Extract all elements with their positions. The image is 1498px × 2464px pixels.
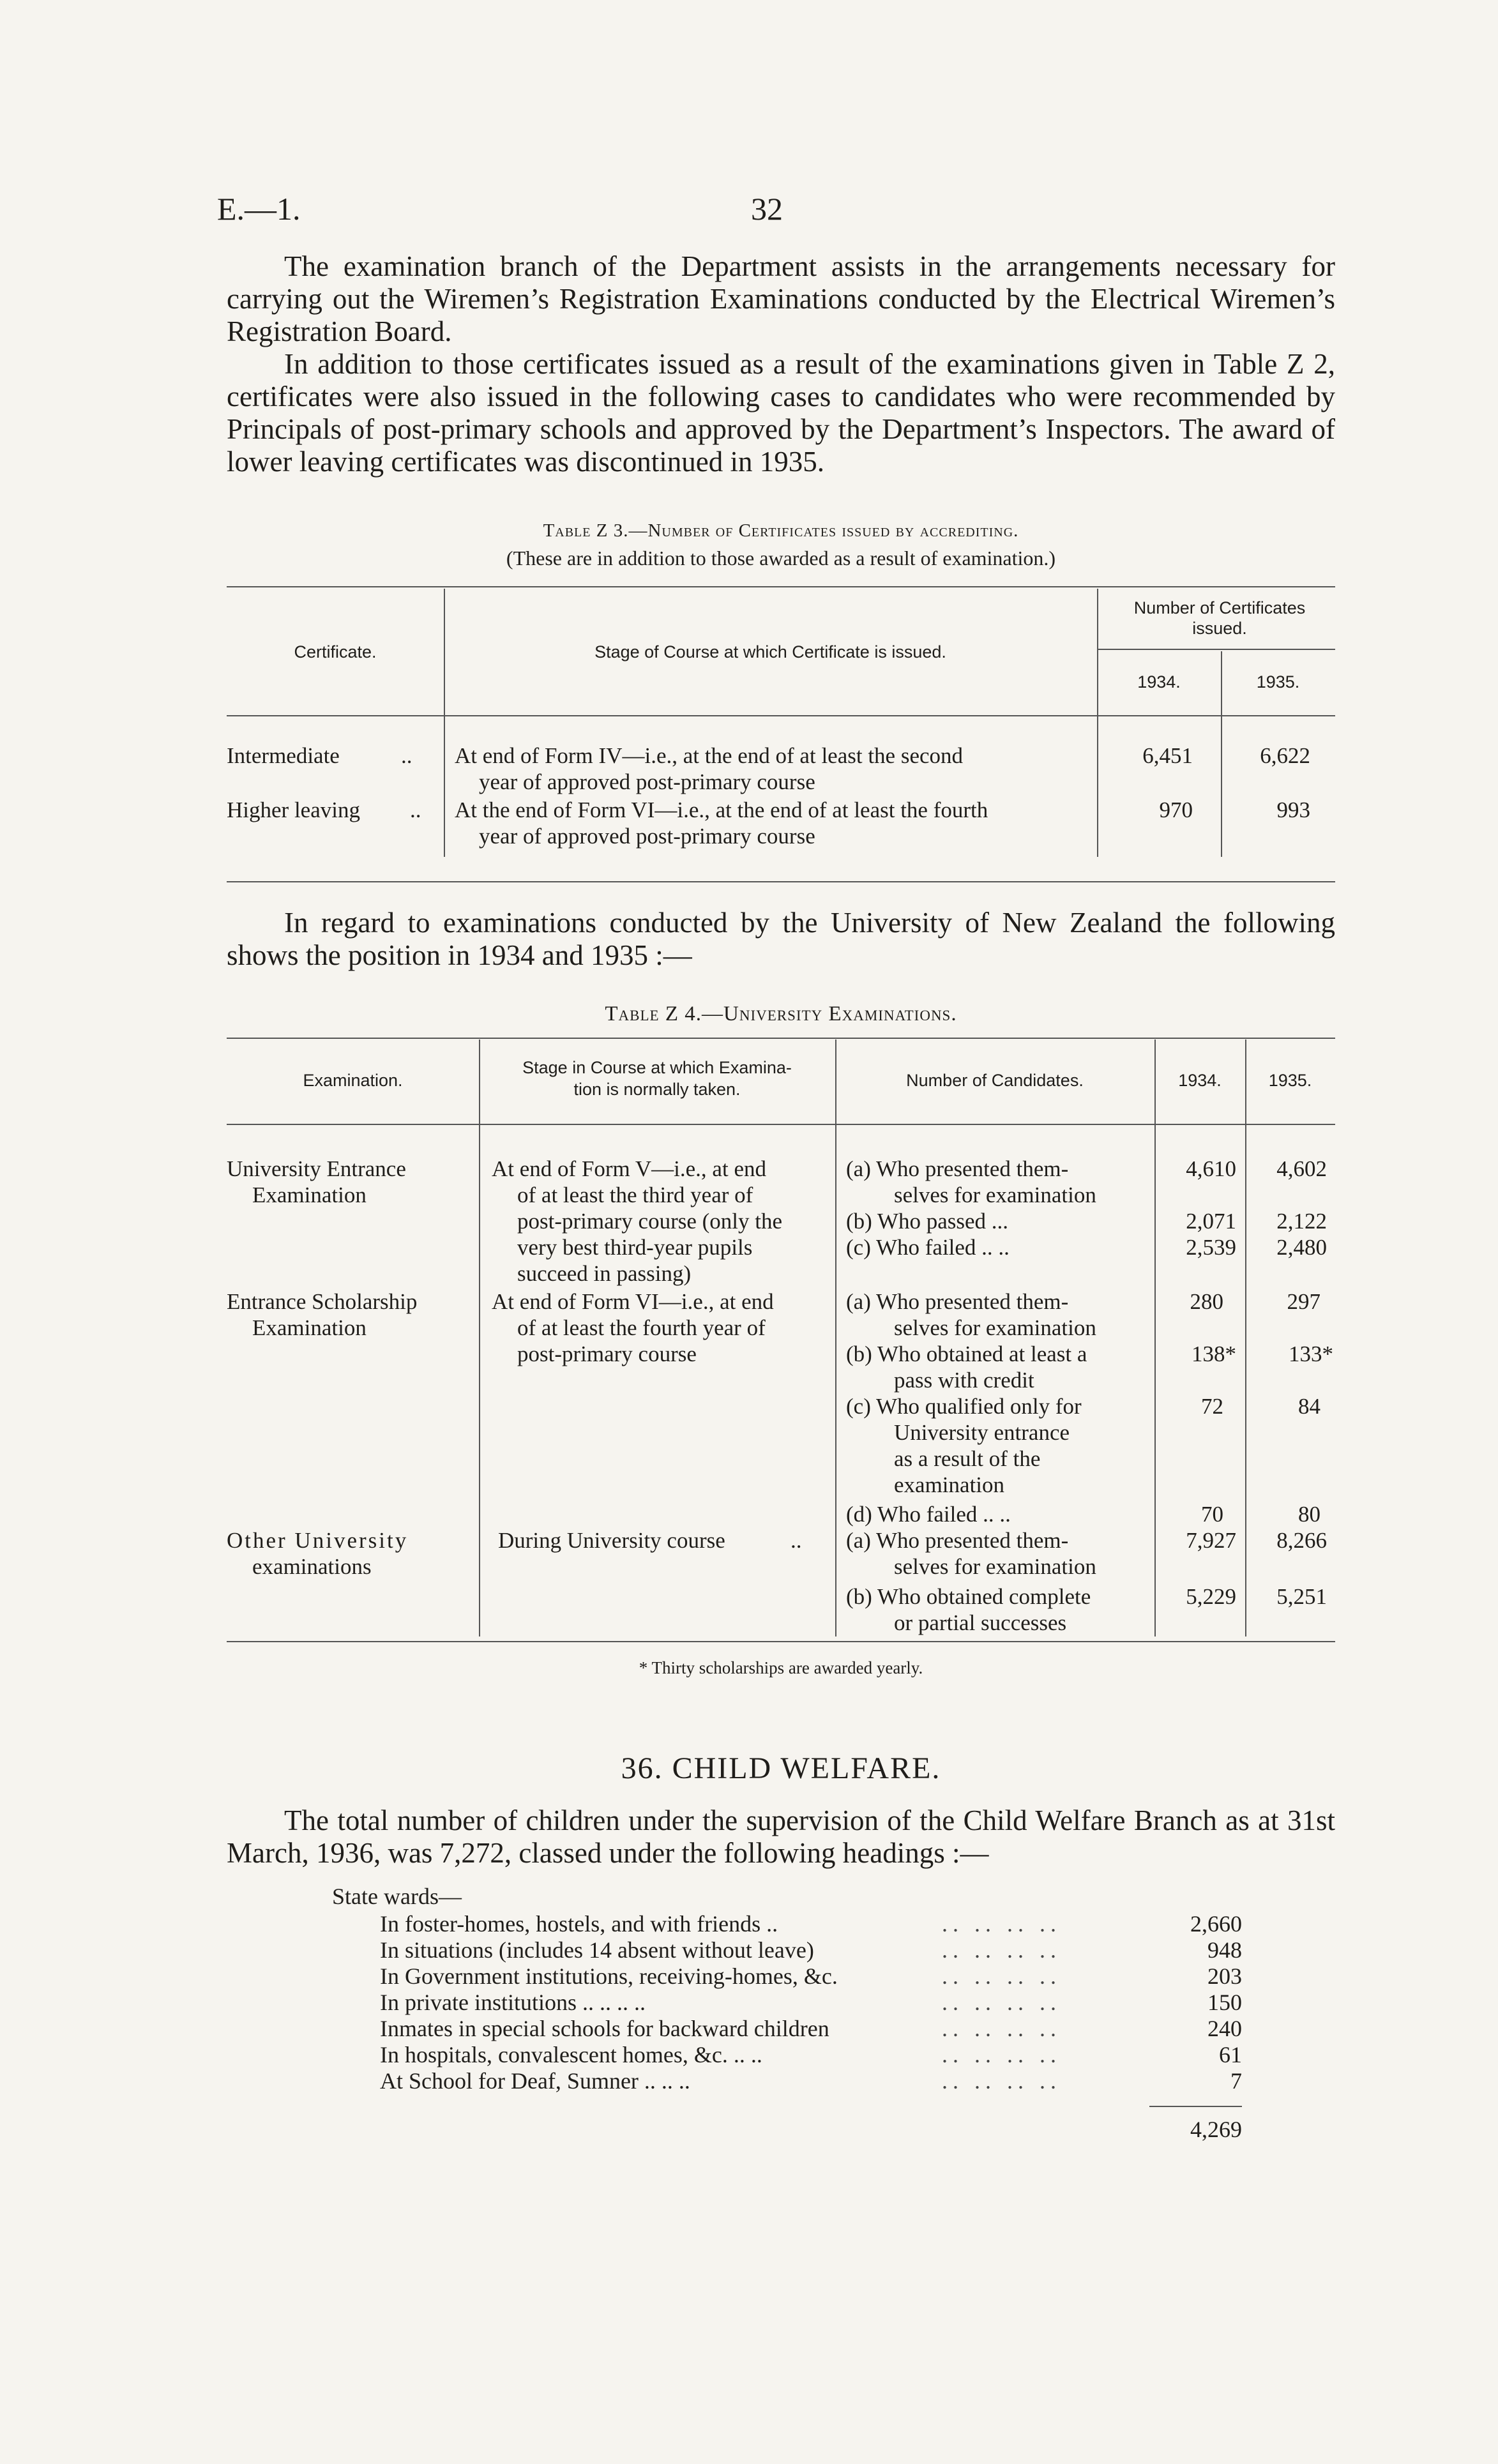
list-item-label: Inmates in special schools for backward children [380, 2016, 829, 2041]
table-z4-exam-name: Examination [252, 1315, 367, 1340]
table-z4-candidate-row: (b) Who passed ... [846, 1209, 1009, 1234]
section-title: 36. CHILD WELFARE. [621, 1751, 941, 1785]
list-item-leader: .. .. .. .. [942, 1963, 1061, 1989]
table-z4-cell-1934: 5,229 [1186, 1584, 1236, 1609]
table-z4-stage: post-primary course (only the [517, 1209, 783, 1234]
table-z3-cell-leader: .. [401, 743, 412, 768]
table-z3-cell-stage: year of approved post-primary course [479, 769, 815, 794]
table-z4-exam-name: Examination [252, 1183, 367, 1207]
table-z4-header-1935: 1935. [1268, 1071, 1312, 1090]
table-z3-header-certificate: Certificate. [294, 642, 377, 661]
table-z4-cell-1934: 280 [1190, 1289, 1223, 1314]
table-z4-cell-1934: 4,610 [1186, 1156, 1236, 1181]
table-z4-candidate-row: (a) Who presented them- [846, 1289, 1069, 1314]
paragraph-wiremen-exams: The examination branch of the Department assists in the arrangements necessary for carrying out the Wiremen’s Registration Examinations conducted by the Electrical Wiremen’s Registration Board. [227, 250, 1335, 347]
table-z3-header-stage: Stage of Course at which Certificate is issued. [594, 642, 946, 661]
list-total-value: 4,269 [1190, 2117, 1242, 2142]
table-z3-top-rule [227, 586, 1335, 587]
table-z4-candidate-row: pass with credit [894, 1368, 1034, 1393]
list-item-value: 61 [1219, 2042, 1242, 2067]
state-wards-label: State wards— [332, 1884, 462, 1909]
list-item [380, 2067, 1242, 2093]
table-z3-header-1935: 1935. [1256, 672, 1300, 692]
table-z4-candidate-row: selves for examination [894, 1183, 1096, 1207]
list-item-label: In hospitals, convalescent homes, &c. .. .. [380, 2042, 762, 2067]
list-item-label: In foster-homes, hostels, and with friends .. [380, 1911, 778, 1937]
list-item-label: In private institutions .. .. .. .. [380, 1990, 646, 2015]
table-z4-stage: succeed in passing) [517, 1261, 692, 1286]
table-z4-candidate-row: selves for examination [894, 1315, 1096, 1340]
table-z3-header-number: Number of Certificates issued. [1133, 598, 1306, 638]
table-z4-header-stage: tion is normally taken. [573, 1080, 741, 1099]
table-z3-cell-1935: 6,622 [1260, 743, 1310, 768]
paragraph-child-welfare: The total number of children under the supervision of the Child Welfare Branch as at 31st March, 1936, was 7,272, classed under the following headings :— [227, 1804, 1335, 1869]
list-item-leader: .. .. .. .. [942, 1990, 1061, 2015]
table-z4-candidate-row: (a) Who presented them- [846, 1156, 1069, 1181]
table-z4-cell-1935: 2,480 [1276, 1235, 1327, 1260]
table-z3-cell-1935: 993 [1276, 797, 1310, 822]
table-z4-header-examination: Examination. [303, 1071, 403, 1090]
table-z4-candidate-row: (d) Who failed .. .. [846, 1502, 1011, 1527]
table-z4-candidate-row: as a result of the [894, 1446, 1041, 1471]
table-z4-cell-1935: 80 [1298, 1502, 1320, 1527]
list-item-value: 2,660 [1190, 1911, 1242, 1937]
list-item [380, 1937, 1242, 1962]
table-z3-cell-stage: At the end of Form VI—i.e., at the end of at least the fourth [455, 797, 988, 822]
table-z4-exam-name: Other University [227, 1528, 409, 1553]
list-item-value: 150 [1207, 1990, 1242, 2015]
table-z3-title: Table Z 3.—Number of Certificates issued by accrediting. [543, 520, 1019, 541]
table-z3-cell-1934: 970 [1159, 797, 1193, 822]
table-z4-stage-leader: .. [791, 1528, 802, 1553]
list-item [380, 1963, 1242, 1988]
list-item [380, 1910, 1242, 1936]
table-z4-exam-name: examinations [252, 1554, 372, 1579]
table-z4-stage: very best third-year pupils [517, 1235, 753, 1260]
list-item-leader: .. .. .. .. [942, 2042, 1061, 2067]
table-z4-exam-name: Entrance Scholarship [227, 1289, 418, 1314]
table-z4-cell-1934: 2,071 [1186, 1209, 1236, 1234]
table-z4-cell-1935: 133* [1289, 1342, 1333, 1366]
table-z4-candidate-row: (c) Who qualified only for [846, 1394, 1082, 1419]
table-z4-candidate-row: (b) Who obtained at least a [846, 1342, 1087, 1366]
table-z3-cell-1934: 6,451 [1142, 743, 1193, 768]
table-z4-candidate-row: examination [894, 1472, 1005, 1497]
table-z4-candidate-row: (b) Who obtained complete [846, 1584, 1091, 1609]
table-z3-cell-leader: .. [410, 797, 421, 822]
table-z4-cell-1934: 2,539 [1186, 1235, 1236, 1260]
paragraph-university-exams: In regard to examinations conducted by the University of New Zealand the following shows the position in 1934 and 1935 :— [227, 907, 1335, 971]
list-item-value: 240 [1207, 2016, 1242, 2041]
table-z4-header-rule [227, 1124, 1335, 1125]
table-z4-bottom-rule [227, 1641, 1335, 1642]
table-z4-cell-1934: 138* [1192, 1342, 1236, 1366]
list-item [380, 2041, 1242, 2067]
table-z4-candidate-row: (a) Who presented them- [846, 1528, 1069, 1553]
table-z4-cell-1935: 4,602 [1276, 1156, 1327, 1181]
table-z4-exam-name: University Entrance [227, 1156, 406, 1181]
list-item-leader: .. .. .. .. [942, 1911, 1061, 1937]
list-item-leader: .. .. .. .. [942, 1937, 1061, 1963]
table-z3-col-divider [444, 589, 445, 857]
table-z3-cell-stage: At end of Form IV—i.e., at the end of at least the second [455, 743, 964, 768]
table-z4-cell-1935: 2,122 [1276, 1209, 1327, 1234]
table-z4-candidate-row: University entrance [894, 1420, 1070, 1445]
paragraph-accrediting: In addition to those certificates issued as a result of the examinations given in Table Z 2, certificates were also issued in the following cases to candidates who were recommended by Principals of post-primary schools and approved by the Department’s Inspectors. The award of lower leaving certificates was discontinued in 1935. [227, 348, 1335, 478]
table-z3-cell-stage: year of approved post-primary course [479, 824, 815, 849]
list-item-value: 7 [1230, 2068, 1242, 2094]
table-z4-cell-1935: 84 [1298, 1394, 1320, 1419]
table-z4-header-stage: Stage in Course at which Examina- [522, 1058, 792, 1077]
table-z4-cell-1935: 297 [1287, 1289, 1320, 1314]
table-z4-title: Table Z 4.—University Examinations. [605, 1002, 957, 1025]
table-z4-candidate-row: or partial successes [894, 1610, 1067, 1635]
table-z4-cell-1934: 70 [1201, 1502, 1223, 1527]
total-rule [1149, 2106, 1242, 2107]
table-z4-stage: At end of Form VI—i.e., at end [492, 1289, 774, 1314]
table-z4-col-divider [479, 1039, 480, 1636]
list-total [380, 2116, 1242, 2142]
table-z4-footnote: * Thirty scholarships are awarded yearly. [639, 1658, 923, 1677]
table-z3-cell-certificate: Intermediate [227, 743, 340, 768]
table-z4-header-1934: 1934. [1178, 1071, 1222, 1090]
table-z3-subtitle: (These are in addition to those awarded as a result of examination.) [506, 547, 1056, 570]
list-item-label: In Government institutions, receiving-homes, &c. [380, 1963, 838, 1989]
table-z4-cell-1934: 7,927 [1186, 1528, 1236, 1553]
table-z4-candidate-row: (c) Who failed .. .. [846, 1235, 1010, 1260]
list-item-value: 203 [1207, 1963, 1242, 1989]
table-z4-top-rule [227, 1038, 1335, 1039]
table-z4-stage: of at least the fourth year of [517, 1315, 766, 1340]
list-item-label: In situations (includes 14 absent without leave) [380, 1937, 814, 1963]
table-z3-subheader-rule [1097, 649, 1335, 650]
table-z3-cell-certificate: Higher leaving [227, 797, 360, 822]
table-z4-cell-1935: 8,266 [1276, 1528, 1327, 1553]
table-z4-candidate-row: selves for examination [894, 1554, 1096, 1579]
table-z4-cell-1934: 72 [1201, 1394, 1223, 1419]
list-item [380, 2015, 1242, 2041]
table-z4-stage: At end of Form V—i.e., at end [492, 1156, 766, 1181]
table-z4-cell-1935: 5,251 [1276, 1584, 1327, 1609]
table-z3-header-1934: 1934. [1137, 672, 1181, 692]
table-z4-stage: of at least the third year of [517, 1183, 753, 1207]
report-reference: E.—1. [217, 191, 301, 227]
list-item-leader: .. .. .. .. [942, 2016, 1061, 2041]
table-z4-stage: post-primary course [517, 1342, 697, 1366]
list-item-leader: .. .. .. .. [942, 2068, 1061, 2094]
table-z4-col-divider [835, 1039, 836, 1636]
table-z3-bottom-rule [227, 881, 1335, 882]
list-item [380, 1989, 1242, 2014]
list-item-label: At School for Deaf, Sumner .. .. .. [380, 2068, 690, 2094]
table-z4-header-candidates: Number of Candidates. [906, 1071, 1084, 1090]
table-z3-header-rule [227, 715, 1335, 716]
list-item-value: 948 [1207, 1937, 1242, 1963]
table-z4-stage: During University course [498, 1528, 725, 1553]
page-number: 32 [751, 191, 783, 227]
